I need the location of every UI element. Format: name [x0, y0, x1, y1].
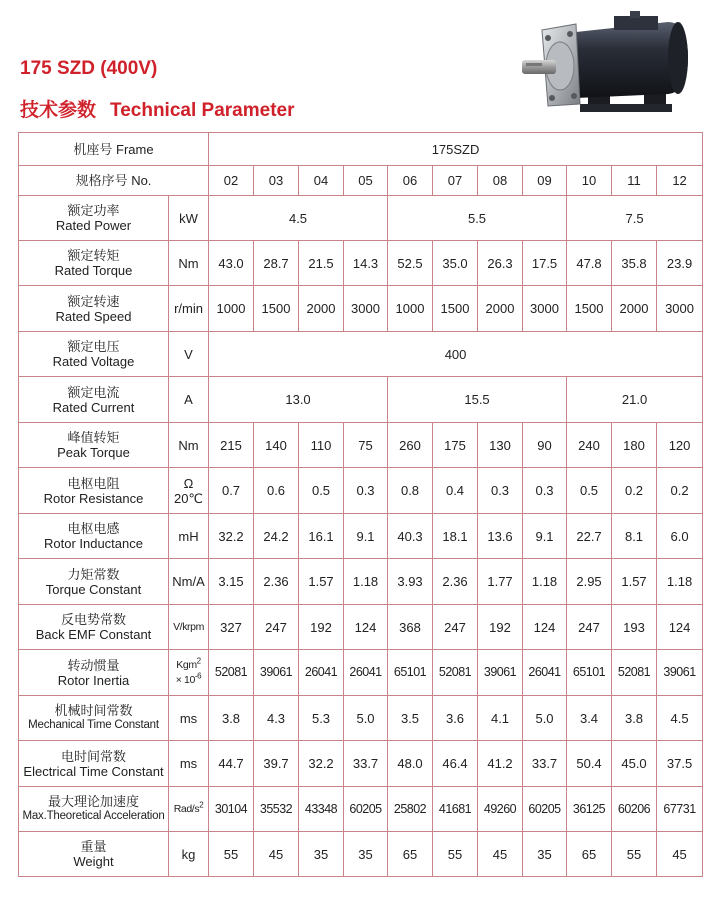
value-cell: 17.5	[523, 241, 567, 286]
value-cell: 47.8	[567, 241, 612, 286]
value-cell: 2.36	[254, 559, 299, 605]
value-cell: 140	[254, 423, 299, 468]
value-cell: 43348	[299, 787, 344, 832]
table-row-frame	[19, 133, 703, 166]
value-cell: 3.5	[388, 696, 433, 741]
spec-no-cell: 02	[209, 166, 254, 196]
spec-no-cell: 07	[433, 166, 478, 196]
value-cell: 1500	[254, 286, 299, 332]
value-cell: 60206	[612, 787, 657, 832]
value-cell: 40.3	[388, 514, 433, 559]
unit-cell: ms	[169, 696, 209, 741]
value-cell: 55	[433, 832, 478, 877]
row-label: 额定电流 Rated Current	[19, 377, 169, 423]
value-cell: 39.7	[254, 741, 299, 787]
unit-cell: Nm/A	[169, 559, 209, 605]
group-value: 15.5	[388, 377, 567, 423]
value-cell: 39061	[657, 650, 703, 696]
value-cell: 240	[567, 423, 612, 468]
value-cell: 1.57	[612, 559, 657, 605]
value-cell: 44.7	[209, 741, 254, 787]
unit-cell: kg	[169, 832, 209, 877]
spec-no-label: 规格序号 No.	[19, 166, 209, 196]
value-cell: 26041	[344, 650, 388, 696]
value-cell: 14.3	[344, 241, 388, 286]
value-cell: 24.2	[254, 514, 299, 559]
value-cell: 52.5	[388, 241, 433, 286]
value-cell: 13.6	[478, 514, 523, 559]
value-cell: 45	[478, 832, 523, 877]
value-cell: 35.0	[433, 241, 478, 286]
table-row-max-acceleration	[19, 787, 703, 832]
value-cell: 6.0	[657, 514, 703, 559]
table-row-torque-constant	[19, 559, 703, 605]
value-cell: 0.3	[523, 468, 567, 514]
row-label: 力矩常数 Torque Constant	[19, 559, 169, 605]
table-row-back-emf	[19, 605, 703, 650]
page-title: 175 SZD (400V)	[20, 58, 158, 79]
group-value: 400	[209, 332, 703, 377]
value-cell: 60205	[523, 787, 567, 832]
value-cell: 43.0	[209, 241, 254, 286]
value-cell: 75	[344, 423, 388, 468]
value-cell: 124	[523, 605, 567, 650]
value-cell: 90	[523, 423, 567, 468]
group-value: 21.0	[567, 377, 703, 423]
value-cell: 45	[254, 832, 299, 877]
spec-no-cell: 08	[478, 166, 523, 196]
row-label: 额定功率 Rated Power	[19, 196, 169, 241]
value-cell: 247	[567, 605, 612, 650]
spec-no-cell: 03	[254, 166, 299, 196]
table-row-weight	[19, 832, 703, 877]
table-row-spec-no	[19, 166, 703, 196]
value-cell: 4.1	[478, 696, 523, 741]
unit-cell: Kgm$^2$ × $10^{-6}$	[169, 650, 209, 696]
value-cell: 26041	[523, 650, 567, 696]
value-cell: 180	[612, 423, 657, 468]
value-cell: 41681	[433, 787, 478, 832]
row-label: 峰值转矩 Peak Torque	[19, 423, 169, 468]
unit-cell: A	[169, 377, 209, 423]
value-cell: 3.8	[612, 696, 657, 741]
value-cell: 192	[299, 605, 344, 650]
value-cell: 0.5	[567, 468, 612, 514]
unit-cell: Nm	[169, 423, 209, 468]
spec-no-cell: 10	[567, 166, 612, 196]
value-cell: 26.3	[478, 241, 523, 286]
value-cell: 65101	[567, 650, 612, 696]
value-cell: 35532	[254, 787, 299, 832]
unit-cell: V	[169, 332, 209, 377]
value-cell: 65	[567, 832, 612, 877]
value-cell: 18.1	[433, 514, 478, 559]
value-cell: 32.2	[299, 741, 344, 787]
value-cell: 2.95	[567, 559, 612, 605]
value-cell: 35.8	[612, 241, 657, 286]
table-row-mechanical-time	[19, 696, 703, 741]
value-cell: 1.77	[478, 559, 523, 605]
table-row-rotor-inertia	[19, 650, 703, 696]
value-cell: 55	[209, 832, 254, 877]
value-cell: 50.4	[567, 741, 612, 787]
value-cell: 1.57	[299, 559, 344, 605]
section-heading	[20, 95, 294, 122]
value-cell: 33.7	[344, 741, 388, 787]
value-cell: 0.5	[299, 468, 344, 514]
group-value: 5.5	[388, 196, 567, 241]
unit-cell: ms	[169, 741, 209, 787]
value-cell: 120	[657, 423, 703, 468]
value-cell: 3000	[657, 286, 703, 332]
row-label: 额定电压 Rated Voltage	[19, 332, 169, 377]
value-cell: 260	[388, 423, 433, 468]
row-label: 最大理论加速度 Max.Theoretical Acceleration	[19, 787, 169, 832]
value-cell: 130	[478, 423, 523, 468]
value-cell: 45.0	[612, 741, 657, 787]
value-cell: 45	[657, 832, 703, 877]
value-cell: 2000	[478, 286, 523, 332]
value-cell: 0.7	[209, 468, 254, 514]
value-cell: 247	[254, 605, 299, 650]
value-cell: 60205	[344, 787, 388, 832]
value-cell: 35	[523, 832, 567, 877]
row-label: 额定转矩 Rated Torque	[19, 241, 169, 286]
spec-no-cell: 06	[388, 166, 433, 196]
value-cell: 65101	[388, 650, 433, 696]
value-cell: 1500	[433, 286, 478, 332]
value-cell: 1000	[388, 286, 433, 332]
value-cell: 368	[388, 605, 433, 650]
table-row-rated-speed	[19, 286, 703, 332]
value-cell: 4.3	[254, 696, 299, 741]
value-cell: 49260	[478, 787, 523, 832]
unit-cell: V/krpm	[169, 605, 209, 650]
value-cell: 0.4	[433, 468, 478, 514]
value-cell: 48.0	[388, 741, 433, 787]
value-cell: 35	[299, 832, 344, 877]
value-cell: 1.18	[657, 559, 703, 605]
row-label: 重量 Weight	[19, 832, 169, 877]
value-cell: 192	[478, 605, 523, 650]
value-cell: 0.2	[612, 468, 657, 514]
value-cell: 3.93	[388, 559, 433, 605]
value-cell: 33.7	[523, 741, 567, 787]
value-cell: 124	[657, 605, 703, 650]
value-cell: 67731	[657, 787, 703, 832]
value-cell: 247	[433, 605, 478, 650]
value-cell: 52081	[433, 650, 478, 696]
spec-no-cell: 09	[523, 166, 567, 196]
value-cell: 0.2	[657, 468, 703, 514]
value-cell: 4.5	[657, 696, 703, 741]
value-cell: 2000	[299, 286, 344, 332]
table-row-rated-power	[19, 196, 703, 241]
value-cell: 2.36	[433, 559, 478, 605]
value-cell: 1500	[567, 286, 612, 332]
value-cell: 16.1	[299, 514, 344, 559]
group-value: 13.0	[209, 377, 388, 423]
value-cell: 22.7	[567, 514, 612, 559]
table-row-peak-torque	[19, 423, 703, 468]
table-row-rated-voltage	[19, 332, 703, 377]
value-cell: 110	[299, 423, 344, 468]
value-cell: 35	[344, 832, 388, 877]
value-cell: 55	[612, 832, 657, 877]
value-cell: 32.2	[209, 514, 254, 559]
table-row-electrical-time	[19, 741, 703, 787]
value-cell: 215	[209, 423, 254, 468]
spec-no-cell: 04	[299, 166, 344, 196]
value-cell: 52081	[209, 650, 254, 696]
value-cell: 28.7	[254, 241, 299, 286]
row-label: 转动惯量 Rotor Inertia	[19, 650, 169, 696]
value-cell: 30104	[209, 787, 254, 832]
value-cell: 23.9	[657, 241, 703, 286]
value-cell: 175	[433, 423, 478, 468]
value-cell: 25802	[388, 787, 433, 832]
value-cell: 9.1	[523, 514, 567, 559]
motor-image	[518, 8, 690, 126]
value-cell: 5.3	[299, 696, 344, 741]
value-cell: 37.5	[657, 741, 703, 787]
value-cell: 3.15	[209, 559, 254, 605]
table-row-rated-current	[19, 377, 703, 423]
row-label: 额定转速 Rated Speed	[19, 286, 169, 332]
table-row-rated-torque	[19, 241, 703, 286]
value-cell: 0.6	[254, 468, 299, 514]
value-cell: 0.3	[344, 468, 388, 514]
value-cell: 9.1	[344, 514, 388, 559]
value-cell: 0.8	[388, 468, 433, 514]
group-value: 4.5	[209, 196, 388, 241]
value-cell: 1.18	[523, 559, 567, 605]
value-cell: 1.18	[344, 559, 388, 605]
row-label: 机械时间常数 Mechanical Time Constant	[19, 696, 169, 741]
value-cell: 39061	[254, 650, 299, 696]
row-label: 电时间常数 Electrical Time Constant	[19, 741, 169, 787]
spec-no-cell: 05	[344, 166, 388, 196]
value-cell: 2000	[612, 286, 657, 332]
value-cell: 3.6	[433, 696, 478, 741]
unit-cell: Ω 20℃	[169, 468, 209, 514]
value-cell: 36125	[567, 787, 612, 832]
table-row-rotor-inductance	[19, 514, 703, 559]
section-heading-zh: 技术参数	[20, 100, 97, 121]
value-cell: 5.0	[344, 696, 388, 741]
row-label: 反电势常数 Back EMF Constant	[19, 605, 169, 650]
unit-cell: Rad/$s^2$	[169, 787, 209, 832]
group-value: 7.5	[567, 196, 703, 241]
value-cell: 65	[388, 832, 433, 877]
frame-value: 175SZD	[209, 133, 703, 166]
table-row-rotor-resistance	[19, 468, 703, 514]
value-cell: 327	[209, 605, 254, 650]
row-label: 电枢电感 Rotor Inductance	[19, 514, 169, 559]
value-cell: 39061	[478, 650, 523, 696]
value-cell: 8.1	[612, 514, 657, 559]
value-cell: 5.0	[523, 696, 567, 741]
section-heading-en: Technical Parameter	[110, 100, 295, 121]
value-cell: 3.8	[209, 696, 254, 741]
row-label: 电枢电阻 Rotor Resistance	[19, 468, 169, 514]
frame-label: 机座号 Frame	[19, 133, 209, 166]
unit-cell: kW	[169, 196, 209, 241]
value-cell: 26041	[299, 650, 344, 696]
unit-cell: r/min	[169, 286, 209, 332]
spec-table	[18, 132, 703, 877]
value-cell: 3000	[523, 286, 567, 332]
value-cell: 52081	[612, 650, 657, 696]
spec-no-cell: 11	[612, 166, 657, 196]
value-cell: 193	[612, 605, 657, 650]
unit-cell: Nm	[169, 241, 209, 286]
value-cell: 41.2	[478, 741, 523, 787]
spec-no-cell: 12	[657, 166, 703, 196]
value-cell: 0.3	[478, 468, 523, 514]
value-cell: 46.4	[433, 741, 478, 787]
value-cell: 21.5	[299, 241, 344, 286]
value-cell: 124	[344, 605, 388, 650]
value-cell: 1000	[209, 286, 254, 332]
unit-cell: mH	[169, 514, 209, 559]
value-cell: 3.4	[567, 696, 612, 741]
value-cell: 3000	[344, 286, 388, 332]
